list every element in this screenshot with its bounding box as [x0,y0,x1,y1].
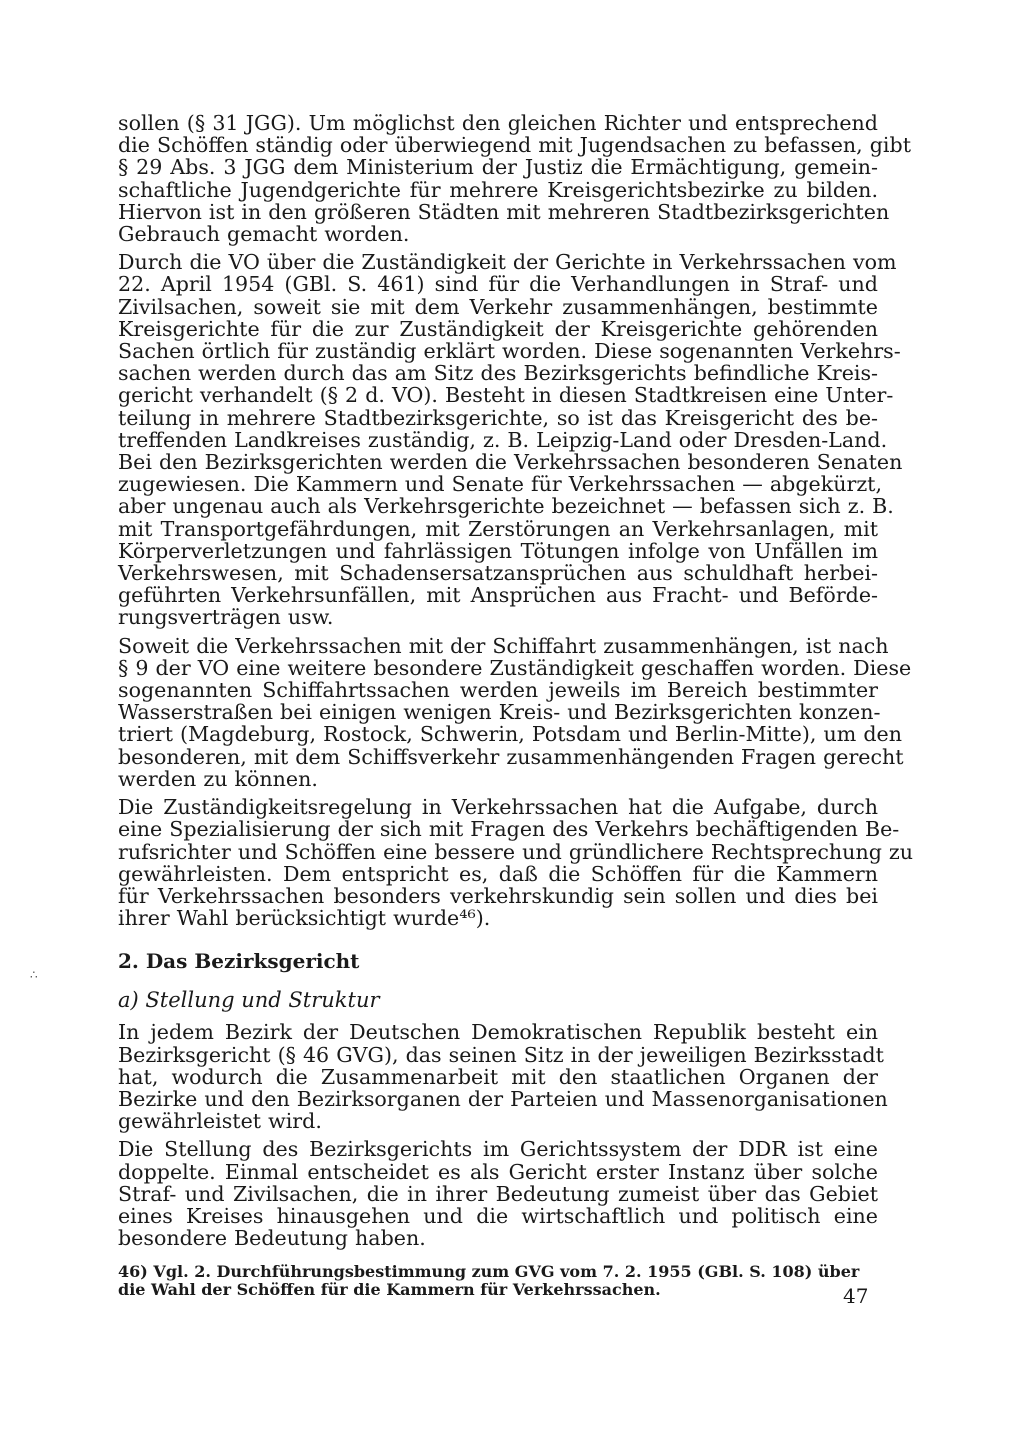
text-line: mit Transportgefährdungen, mit Zerstörungen an Verkehrsanlagen, mit [118,516,878,541]
subsection-heading: a) Stellung und Struktur [118,988,380,1013]
text-line: Bezirksgericht (§ 46 GVG), das seinen Sitz in der jeweiligen Bezirksstadt [118,1042,884,1067]
page-body [118,111,914,1300]
text-line: Hiervon ist in den größeren Städten mit mehreren Stadtbezirksgerichten [118,199,890,224]
text-line: rufsrichter und Schöffen eine bessere und gründlichere Rechtsprechung zu [118,839,914,864]
text-line: die Schöffen ständig oder überwiegend mit Jugendsachen zu befassen, gibt [118,133,911,158]
paragraph [118,633,912,791]
text-line: gericht verhandelt (§ 2 d. VO). Besteht in diesen Stadtkreisen eine Unter- [118,383,894,408]
margin-mark: ∴ [30,968,38,982]
text-line: für Verkehrssachen besonders verkehrskundig sein sollen und dies bei [118,883,878,908]
paragraph [118,795,914,931]
text-line: hat, wodurch die Zusammenarbeit mit den staatlichen Organen der [118,1064,878,1089]
text-line: sogenannten Schiffahrtssachen werden jeweils im Bereich bestimmter [118,678,878,703]
text-line: Die Stellung des Bezirksgerichts im Gerichtssystem der DDR ist eine [118,1137,878,1162]
page-number: 47 [843,1284,869,1308]
footnote-line: 46) Vgl. 2. Durchführungsbestimmung zum GVG vom 7. 2. 1955 (GBl. S. 108) über [118,1262,860,1282]
text-line: ihrer Wahl berücksichtigt wurde⁴⁶). [118,906,491,931]
text-line: sachen werden durch das am Sitz des Bezirksgerichts befindliche Kreis- [118,361,878,386]
text-line: gewährleisten. Dem entspricht es, daß die Schöffen für die Kammern [118,861,878,886]
text-block-main [118,111,914,931]
text-line: Zivilsachen, soweit sie mit dem Verkehr zusammenhängen, bestimmte [118,294,878,319]
text-line: Soweit die Verkehrssachen mit der Schiffahrt zusammenhängen, ist nach [118,633,889,658]
text-line: Sachen örtlich für zuständig erklärt worden. Diese sogenannten Verkehrs- [118,339,901,364]
footnote-line: die Wahl der Schöffen für die Kammern für Verkehrssachen. [118,1280,661,1300]
text-line: treffenden Landkreises zuständig, z. B. Leipzig-Land oder Dresden-Land. [118,427,888,452]
text-line: triert (Magdeburg, Rostock, Schwerin, Potsdam und Berlin-Mitte), um den [118,722,902,747]
paragraph [118,1020,888,1134]
text-line: Die Zuständigkeitsregelung in Verkehrssachen hat die Aufgabe, durch [118,795,878,820]
text-line: werden zu können. [118,766,318,791]
text-line: Körperverletzungen und fahrlässigen Tötungen infolge von Unfällen im [118,538,878,563]
text-block-section [118,1020,888,1251]
text-line: § 9 der VO eine weitere besondere Zuständigkeit geschaffen worden. Diese [118,655,912,680]
text-line: sollen (§ 31 JGG). Um möglichst den gleichen Richter und entsprechend [118,111,878,135]
text-line: Straf- und Zivilsachen, die in ihrer Bedeutung zumeist über das Gebiet [118,1181,878,1206]
section-heading: 2. Das Bezirksgericht [118,949,360,974]
text-line: eines Kreises hinausgehen und die wirtschaftlich und politisch eine [118,1203,878,1228]
text-line: teilung in mehrere Stadtbezirksgerichte, so ist das Kreisgericht des be- [118,405,878,430]
text-line: zugewiesen. Die Kammern und Senate für Verkehrssachen — abgekürzt, [118,472,882,497]
text-line: Durch die VO über die Zuständigkeit der Gerichte in Verkehrssachen vom [118,250,897,275]
text-line: eine Spezialisierung der sich mit Fragen des Verkehrs bechäftigenden Be- [118,817,900,842]
paragraph [118,111,911,247]
text-line: Bezirke und den Bezirksorganen der Parteien und Massenorganisationen [118,1086,888,1111]
text-line: Kreisgerichte für die zur Zuständigkeit der Kreisgerichte gehörenden [118,316,878,341]
paragraph [118,250,903,630]
paragraph [118,1138,878,1249]
text-line: In jedem Bezirk der Deutschen Demokratischen Republik besteht ein [118,1020,878,1045]
text-line: Bei den Bezirksgerichten werden die Verkehrssachen besonderen Senaten [118,450,903,475]
footnote [118,1263,878,1299]
text-line: 22. April 1954 (GBl. S. 461) sind für die Verhandlungen in Straf- und [118,272,878,297]
text-line: gewährleistet wird. [118,1109,322,1134]
text-line: besondere Bedeutung haben. [118,1226,426,1251]
text-line: schaftliche Jugendgerichte für mehrere Kreisgerichtsbezirke zu bilden. [118,177,878,202]
text-line: Verkehrswesen, mit Schadensersatzansprüchen aus schuldhaft herbei- [118,561,878,586]
text-line: aber ungenau auch als Verkehrsgerichte bezeichnet — befassen sich z. B. [118,494,894,519]
text-line: rungsverträgen usw. [118,605,334,630]
text-line: § 29 Abs. 3 JGG dem Ministerium der Justiz die Ermächtigung, gemein- [118,155,878,180]
text-line: geführten Verkehrsunfällen, mit Ansprüchen aus Fracht- und Beförde- [118,583,878,608]
text-line: Wasserstraßen bei einigen wenigen Kreis- und Bezirksgerichten konzen- [118,700,881,725]
text-line: besonderen, mit dem Schiffsverkehr zusammenhängenden Fragen gerecht [118,744,904,769]
text-line: Gebrauch gemacht worden. [118,222,410,247]
text-line: doppelte. Einmal entscheidet es als Gericht erster Instanz über solche [118,1159,878,1184]
